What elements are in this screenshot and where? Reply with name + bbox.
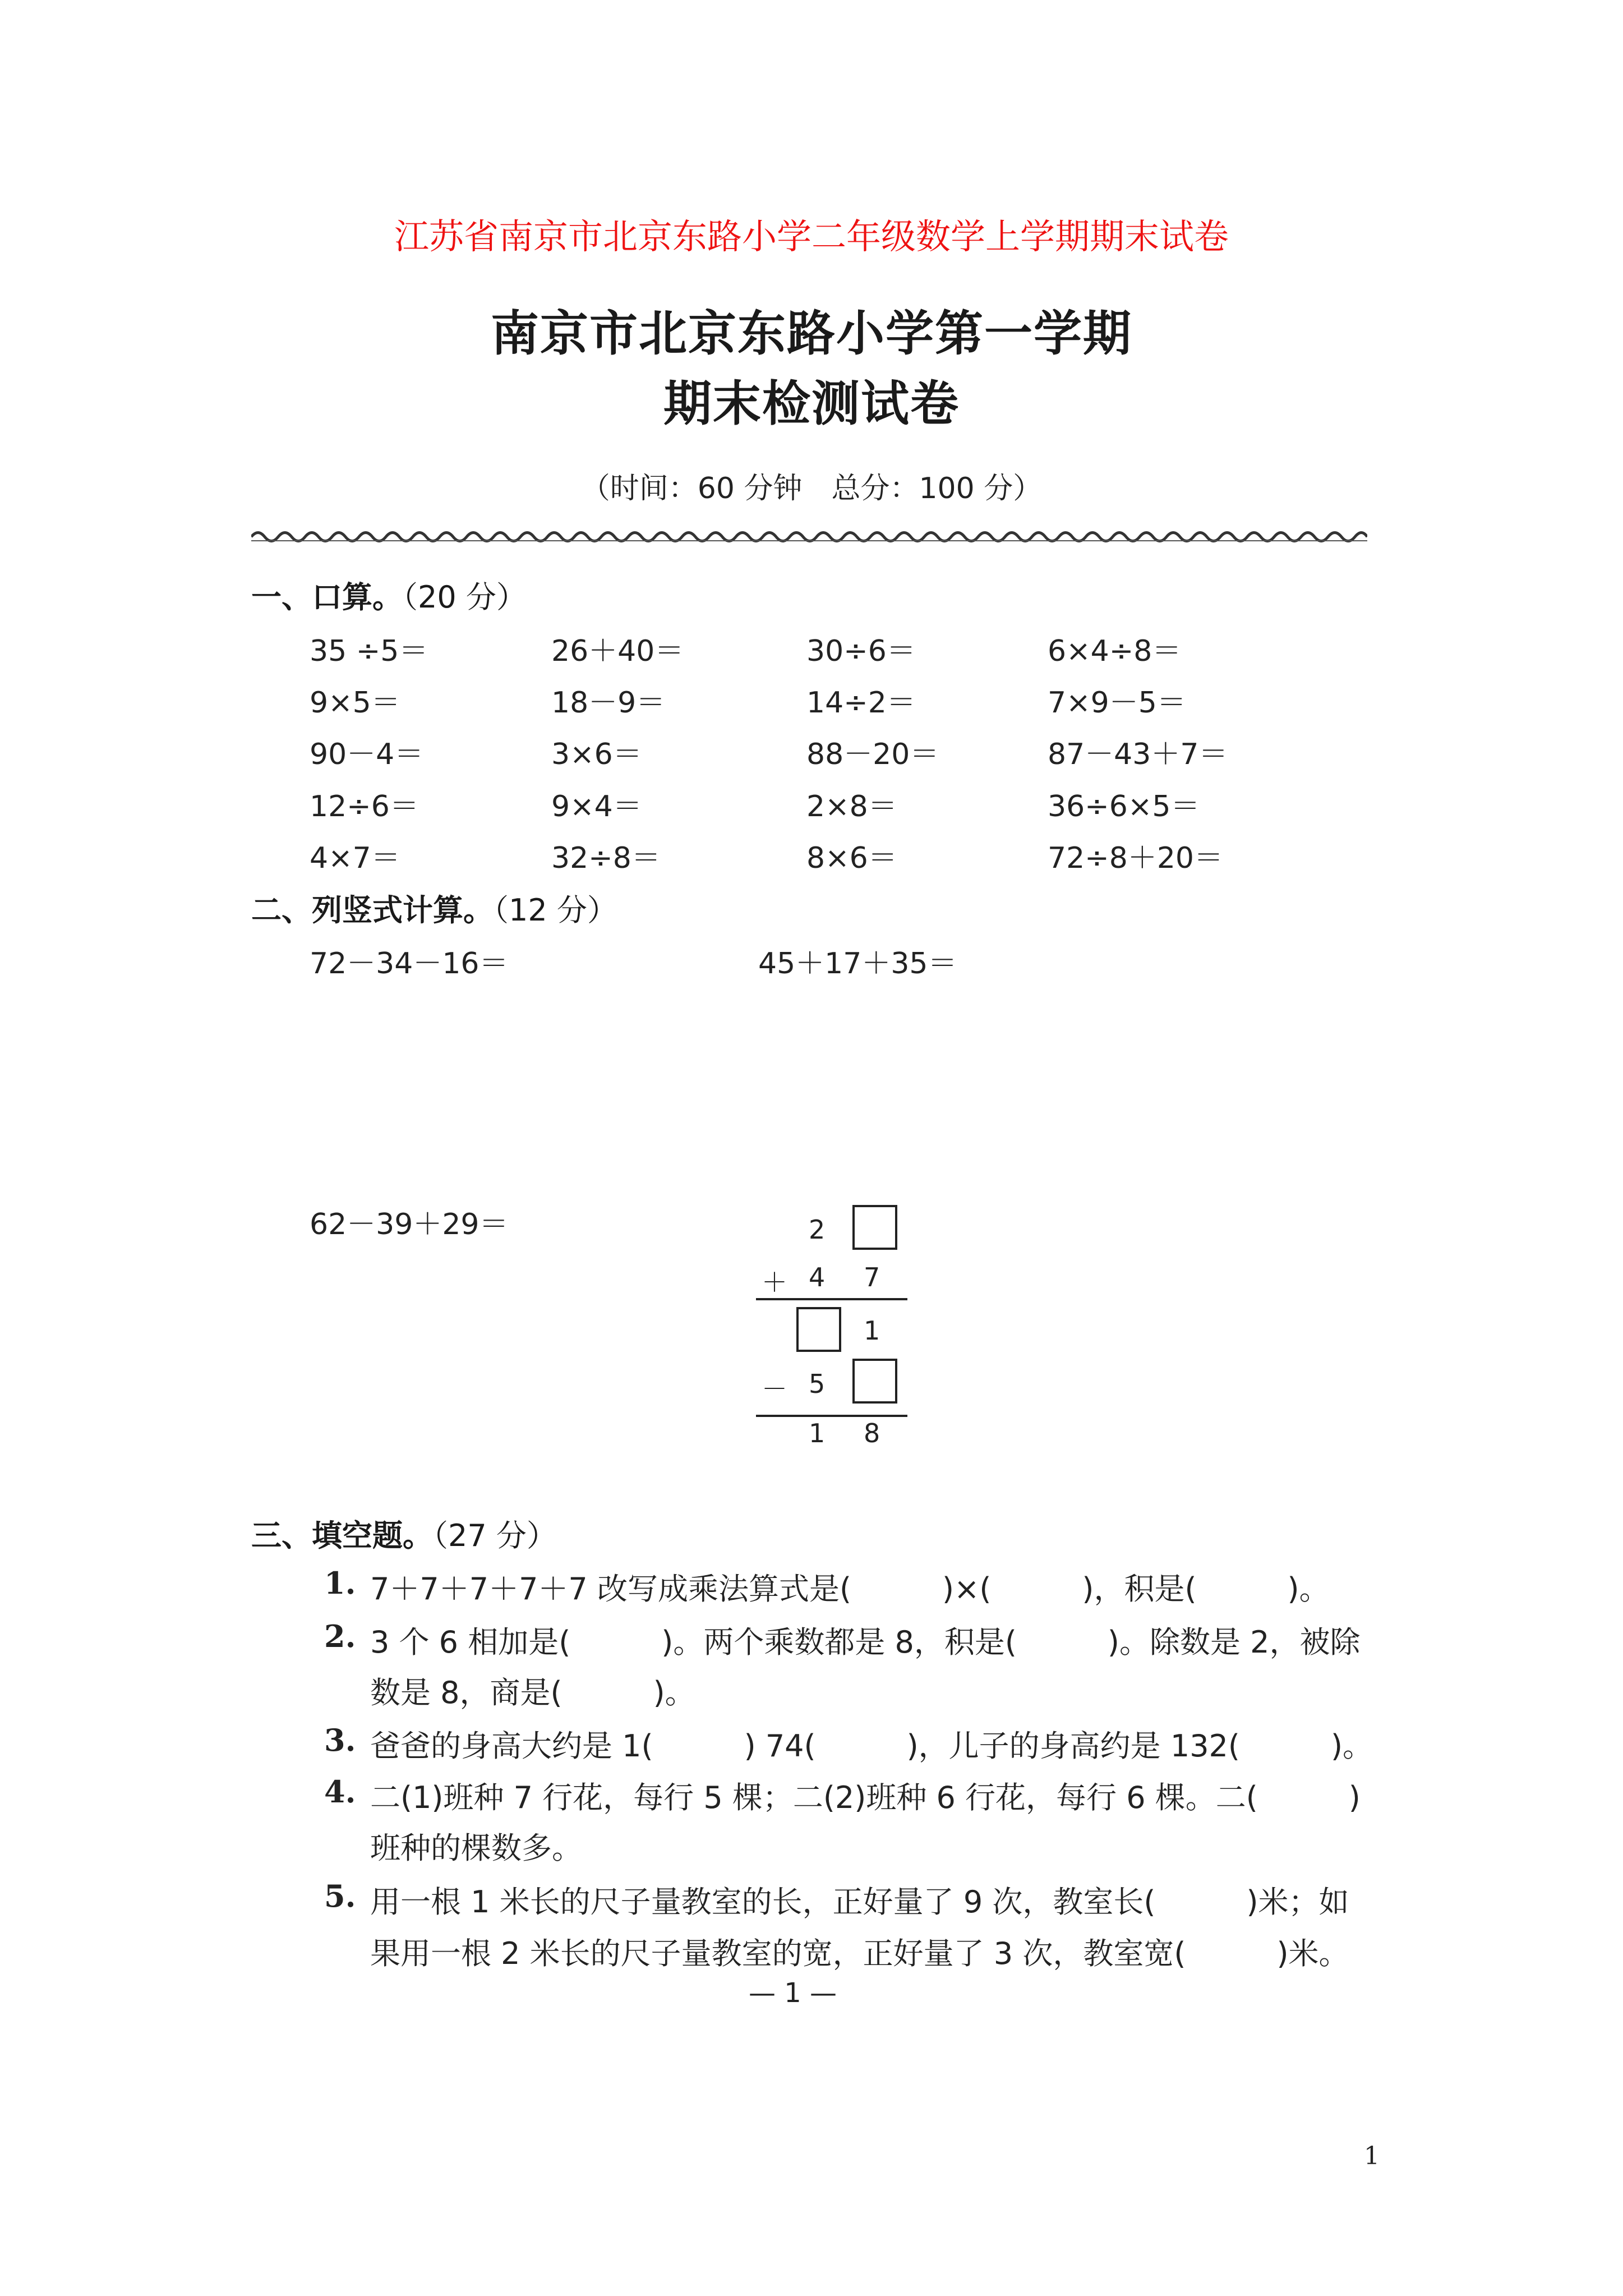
- fill-item-number: [324, 1878, 356, 1914]
- section1-title: 一、口算。: [251, 579, 403, 615]
- fill-item-index: 4.: [324, 1774, 356, 1810]
- oral-calc-item: 6×4÷8＝: [1048, 634, 1182, 668]
- exam-time-and-score: （时间：60 分钟 总分：100 分）: [580, 472, 1043, 505]
- fill-item-index: 2.: [324, 1618, 356, 1654]
- puzzle-digit: 8: [864, 1418, 880, 1448]
- vertical-calc-problem: 72－34－16＝: [310, 947, 509, 981]
- exam-title-line2: 期末检测试卷: [663, 375, 960, 432]
- fill-item-text: 用一根 1 米长的尺子量教室的长，正好量了 9 次，教室长( )米；如: [370, 1884, 1349, 1920]
- oral-calc-item: 35 ÷5＝: [310, 634, 428, 668]
- fill-item-text: 班种的棵数多。: [370, 1830, 582, 1866]
- oral-calc-item: 72÷8＋20＝: [1048, 841, 1223, 875]
- puzzle-answer-box[interactable]: [796, 1307, 841, 1352]
- oral-calc-item: 14÷2＝: [806, 686, 916, 720]
- oral-calc-item: 30÷6＝: [806, 634, 916, 668]
- puzzle-digit: 1: [864, 1315, 880, 1346]
- oral-calc-item: 12÷6＝: [310, 790, 419, 823]
- fill-item-index: 3.: [324, 1722, 356, 1758]
- scan-page-marker: — 1 —: [749, 1977, 837, 2009]
- puzzle-sum-line: [756, 1298, 907, 1300]
- oral-calc-item: 36÷6×5＝: [1048, 790, 1200, 823]
- document-red-title: 江苏省南京市北京东路小学二年级数学上学期期末试卷: [394, 216, 1229, 257]
- fill-item-number: [324, 1618, 356, 1654]
- vertical-calc-problem: 62－39＋29＝: [310, 1208, 509, 1241]
- oral-calc-item: 32÷8＝: [551, 841, 661, 875]
- document-page-number: 1: [1364, 2142, 1380, 2170]
- section3-points: （27 分）: [433, 1518, 557, 1553]
- section3-title: 三、填空题。: [251, 1518, 433, 1553]
- puzzle-answer-box[interactable]: [852, 1359, 897, 1404]
- vertical-calc-problem: 45＋17＋35＝: [758, 947, 957, 981]
- puzzle-difference-line: [756, 1415, 907, 1417]
- section3-heading: [251, 1512, 557, 1555]
- puzzle-operator: －: [762, 1374, 787, 1404]
- puzzle-digit: 7: [864, 1262, 880, 1292]
- oral-calc-item: 88－20＝: [806, 738, 939, 771]
- puzzle-digit: 4: [809, 1262, 826, 1292]
- section1-points: （20 分）: [403, 579, 527, 615]
- oral-calc-item: 9×4＝: [551, 790, 642, 823]
- puzzle-digit: 1: [809, 1418, 826, 1448]
- fill-item-number: [324, 1565, 356, 1601]
- oral-calc-item: 4×7＝: [310, 841, 400, 875]
- oral-calc-item: 90－4＝: [310, 738, 424, 771]
- fill-item-index: 1.: [324, 1565, 356, 1601]
- oral-calc-item: 87－43＋7＝: [1048, 738, 1228, 771]
- oral-calc-item: 8×6＝: [806, 841, 897, 875]
- fill-item-index: 5.: [324, 1878, 356, 1914]
- puzzle-answer-box[interactable]: [852, 1205, 897, 1250]
- fill-item-number: [324, 1774, 356, 1810]
- section2-points: （12 分）: [494, 892, 617, 928]
- puzzle-operator: ＋: [762, 1267, 787, 1297]
- ornamental-divider: [251, 527, 1367, 546]
- oral-calc-item: 2×8＝: [806, 790, 897, 823]
- fill-item-text: 二(1)班种 7 行花，每行 5 棵；二(2)班种 6 行花，每行 6 棵。二( ): [370, 1780, 1361, 1815]
- oral-calc-item: 7×9－5＝: [1048, 686, 1186, 720]
- section2-title: 二、列竖式计算。: [251, 892, 494, 928]
- fill-item-text: 果用一根 2 米长的尺子量教室的宽，正好量了 3 次，教室宽( )米。: [370, 1936, 1349, 1971]
- oral-calc-item: 18－9＝: [551, 686, 666, 720]
- oral-calc-item: 9×5＝: [310, 686, 400, 720]
- fill-item-text: 7＋7＋7＋7＋7 改写成乘法算式是( )×( )，积是( )。: [370, 1571, 1330, 1607]
- fill-item-text: 3 个 6 相加是( )。两个乘数都是 8，积是( )。除数是 2，被除: [370, 1625, 1361, 1660]
- fill-item-text: 数是 8，商是( )。: [370, 1675, 695, 1710]
- puzzle-digit: 5: [809, 1369, 826, 1399]
- section2-heading: [251, 886, 617, 930]
- exam-title-line1: 南京市北京东路小学第一学期: [491, 305, 1132, 362]
- oral-calc-item: 26＋40＝: [551, 634, 684, 668]
- oral-calc-item: 3×6＝: [551, 738, 642, 771]
- puzzle-digit: 2: [809, 1214, 826, 1245]
- fill-item-text: 爸爸的身高大约是 1( ) 74( )，儿子的身高约是 132( )。: [370, 1728, 1373, 1764]
- fill-item-number: [324, 1722, 356, 1758]
- section1-heading: [251, 573, 527, 616]
